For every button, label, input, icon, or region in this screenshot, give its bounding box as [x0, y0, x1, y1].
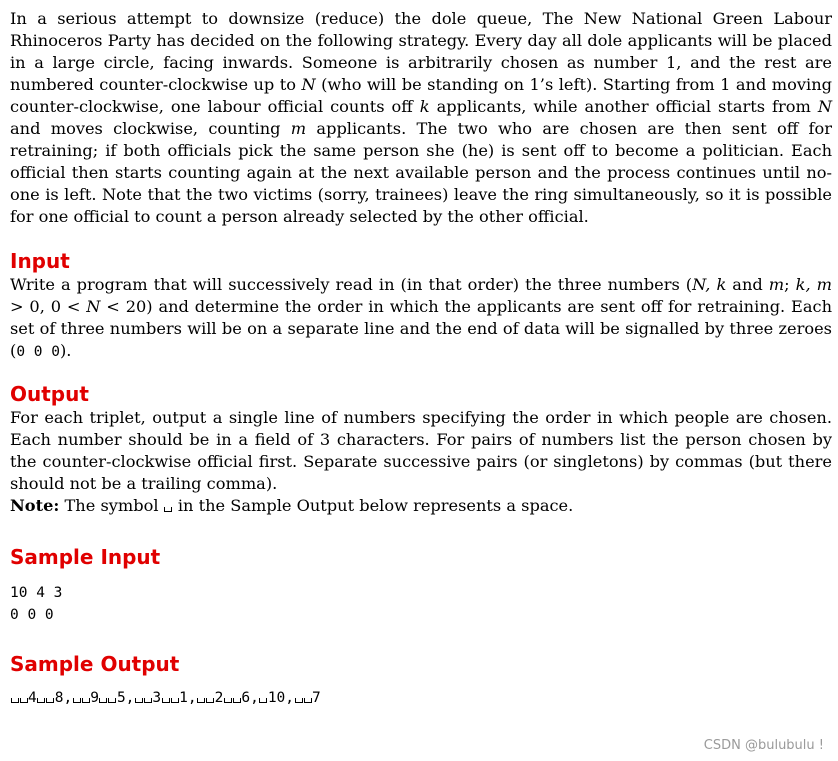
space-symbol-icon: [135, 698, 143, 703]
space-symbol-icon: [11, 698, 19, 703]
space-symbol-icon: [82, 698, 90, 703]
space-symbol-icon: [108, 698, 116, 703]
space-symbol-icon: [37, 698, 45, 703]
output-description: For each triplet, output a single line of numbers specifying the order in which people are chosen. Each number should be in a field of 3 characters. For pairs of numbers list the person chosen by the counter-clockwise official first. Separate successive pairs (or singletons) by commas (but there should not be a trailing comma).: [10, 408, 832, 493]
sample-input-block: [10, 582, 832, 626]
space-symbol-icon: [20, 698, 28, 703]
note-line: Note: The symbol in the Sample Output below represents a space.: [10, 496, 574, 515]
space-symbol-icon: [162, 698, 170, 703]
space-symbol-icon: [73, 698, 81, 703]
sample-input-line: 10 4 3: [10, 585, 63, 601]
math-m: m: [290, 119, 307, 138]
input-heading: Input: [10, 249, 70, 273]
output-heading: Output: [10, 382, 89, 406]
sample-output-heading: Sample Output: [10, 652, 180, 676]
space-symbol-icon: [99, 698, 107, 703]
space-symbol-icon: [171, 698, 179, 703]
note-label: Note:: [10, 496, 60, 515]
input-description: Write a program that will successively read in (in that order) the three numbers (N, k and m; k, m > 0, 0 < N < 20) and determine the order in which the applicants are sent off for retraining. Each set of three numbers will be on a separate line and the end of data will be signalled by three zeroes (0 0 0).: [10, 275, 833, 360]
csdn-watermark: CSDN @bulubulu !: [703, 738, 824, 753]
space-symbol-icon: [233, 698, 241, 703]
space-symbol-icon: [224, 698, 232, 703]
sample-input-heading: Sample Input: [10, 545, 161, 569]
problem-content: [10, 8, 832, 709]
terminator-code: 0 0 0: [16, 344, 60, 360]
space-symbol-icon: [46, 698, 54, 703]
sample-output-block: 4 8, 9 5, 3 1, 2 6, 10, 7: [10, 687, 832, 709]
sample-input-line: 0 0 0: [10, 607, 54, 623]
space-symbol-icon: [304, 698, 312, 703]
space-symbol-icon: [197, 698, 205, 703]
space-symbol-icon: [144, 698, 152, 703]
space-symbol-icon: [295, 698, 303, 703]
math-N: N: [301, 75, 316, 94]
space-symbol-icon: [206, 698, 214, 703]
space-symbol-icon: [259, 698, 267, 703]
space-symbol-icon: [164, 507, 172, 512]
math-k: k: [419, 97, 430, 116]
problem-statement: In a serious attempt to downsize (reduce) the dole queue, The New National Green Labour Rhinoceros Party has decided on the following strategy. Every day all dole applicants will be placed in a large circle, facing inwards. Someone is arbitrarily chosen as number 1, and the rest are numbered counter-clockwise up to N (who will be standing on 1’s left). Starting from 1 and moving counter-clockwise, one labour official counts off k applicants, while another official starts from N and moves clockwise, counting m applicants. The two who are chosen are then sent off for retraining; if both officials pick the same person she (he) is sent off to become a politician. Each official then starts counting again at the next available person and the process continues until no-one is left. Note that the two victims (sorry, trainees) leave the ring simultaneously, so it is possible for one official to count a person already selected by the other official.: [10, 9, 833, 226]
math-N: N: [817, 97, 833, 116]
